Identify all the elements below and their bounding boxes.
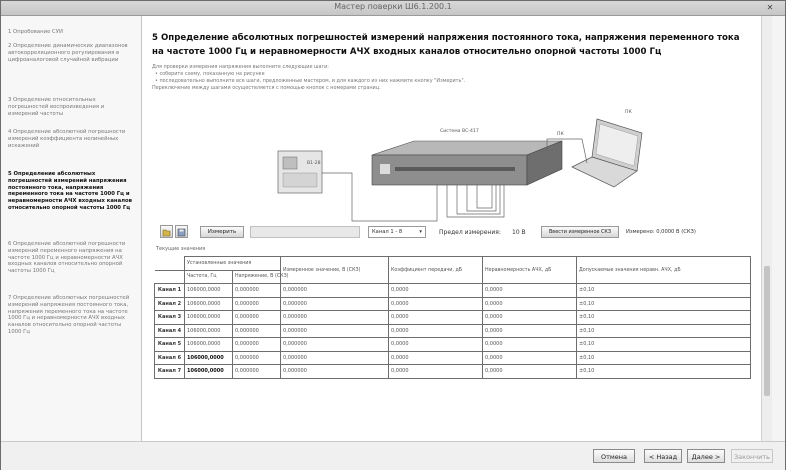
row-channel: Канал 5 [155,338,185,352]
cell-measured: 0,000000 [281,284,389,298]
steps-sidebar [1,16,142,441]
cell-measured: 0,000000 [281,338,389,352]
col-header-coefficient: Коэффициент передачи, дБ [389,257,483,284]
sidebar-item-step-3[interactable]: 3 Определение относительных погрешностей воспроизведения и измерений частоты [8,97,105,117]
cell-voltage: 0,000000 [233,351,281,365]
cell-unevenness: 0,0000 [483,351,577,365]
measurement-system-unit [372,141,562,185]
table-row[interactable] [155,324,751,338]
cell-measured: 0,000000 [281,324,389,338]
instructions-step-1: • соберите схему, показанную на рисунке [155,71,265,77]
table-row[interactable] [155,311,751,325]
sidebar-item-step-1[interactable]: 1 Опробование СУИ [8,29,63,35]
col-header-unevenness: Неравномерность АЧХ, дБ [483,257,577,284]
folder-icon [162,228,171,237]
wizard-footer [1,441,785,470]
cell-measured: 0,000000 [281,365,389,379]
cell-coefficient: 0,0000 [389,284,483,298]
table-row[interactable] [155,351,751,365]
scrollbar-thumb[interactable] [764,266,770,396]
save-file-button[interactable] [175,225,188,238]
cell-coefficient: 0,0000 [389,297,483,311]
cell-unevenness: 0,0000 [483,311,577,325]
vertical-scrollbar[interactable] [761,16,772,441]
col-header-measured: Измеренное значение, В (СКЗ) [281,257,389,284]
cell-voltage: 0,000000 [233,324,281,338]
chevron-down-icon: ▾ [419,229,422,235]
generator-label: В1-28 [307,161,321,166]
cell-allowed: ±0,10 [577,311,751,325]
sidebar-item-step-5[interactable]: 5 Определение абсолютных погрешностей измерений напряжения постоянного тока, напряжения переменного тока на частоте 1000 Гц и неравномерности АЧХ входных каналов относительно опорной частоты 1000 Гц [8,171,133,211]
instructions-intro: Для проверки измерения напряжения выполните следующие шаги: [152,64,329,70]
row-channel: Канал 4 [155,324,185,338]
channel-select[interactable] [368,226,426,238]
cell-coefficient: 0,0000 [389,324,483,338]
open-file-button[interactable] [160,225,173,238]
sidebar-item-step-4[interactable]: 4 Определение абсолютной погрешности измерений коэффициента нелинейных искажений [8,129,126,149]
cell-allowed: ±0,10 [577,365,751,379]
sidebar-item-step-6[interactable]: 6 Определение абсолютной погрешности измерений переменного напряжения на частоте 1000 Гц и неравномерности АЧХ входных каналов относительно опорной частоты 1000 Гц [8,241,126,275]
cell-allowed: ±0,10 [577,324,751,338]
table-header-row [155,257,751,271]
cell-voltage: 0,000000 [233,311,281,325]
measure-button[interactable]: Измерить [200,226,244,238]
sidebar-item-step-2[interactable]: 2 Определение динамических диапазонов автокорреляционного регулирования в цифроаналоговой случайной вибрации [8,43,128,63]
cell-voltage: 0,000000 [233,297,281,311]
cell-unevenness: 0,0000 [483,365,577,379]
channel-select-value: Канал 1 - 8 [372,229,403,235]
back-button[interactable]: < Назад [644,449,682,463]
pc-cable-label: ПК [557,132,564,137]
cell-coefficient: 0,0000 [389,365,483,379]
system-label: Система ВС-417 [440,129,479,134]
results-table [154,256,751,379]
table-corner-cell [155,257,185,271]
measurement-limit-value: 10 В [512,229,526,236]
table-row[interactable] [155,297,751,311]
cell-frequency: 106000,0000 [185,284,233,298]
cell-allowed: ±0,10 [577,338,751,352]
cell-frequency: 106000,0000 [185,311,233,325]
laptop-computer [572,119,642,187]
row-channel: Канал 3 [155,311,185,325]
cell-coefficient: 0,0000 [389,338,483,352]
table-row[interactable] [155,365,751,379]
row-channel: Канал 7 [155,365,185,379]
col-header-voltage: Напряжение, В (СКЗ) [233,270,281,284]
computer-label: ПК [625,110,632,115]
cell-allowed: ±0,10 [577,284,751,298]
cell-voltage: 0,000000 [233,365,281,379]
row-channel: Канал 1 [155,284,185,298]
table-caption: Текущие значения [156,246,206,252]
close-window-button[interactable]: ✕ [766,3,774,12]
cell-measured: 0,000000 [281,297,389,311]
instructions [152,64,465,92]
row-channel: Канал 2 [155,297,185,311]
measurement-limit-label: Предел измерения: [439,229,501,236]
page-title: 5 Определение абсолютных погрешностей измерений напряжения постоянного тока, напряжения переменного тока на частоте 1000 Гц и неравномерности АЧХ входных каналов относительно опорной частоты 1000 Гц [152,33,740,57]
cell-voltage: 0,000000 [233,338,281,352]
cell-allowed: ±0,10 [577,351,751,365]
cancel-button[interactable]: Отмена [593,449,635,463]
row-channel: Канал 6 [155,351,185,365]
cell-frequency: 106000,0000 [185,324,233,338]
cell-frequency: 106000,0000 [185,338,233,352]
cell-coefficient: 0,0000 [389,311,483,325]
cell-unevenness: 0,0000 [483,338,577,352]
sidebar-item-step-7[interactable]: 7 Определение абсолютных погрешностей измерений напряжения постоянного тока, напряжения переменного тока на частоте 1000 Гц и неравномерности АЧХ входных каналов относительно опорной частоты 1000 Гц [8,295,130,335]
col-header-set-values: Установленные значения [185,257,281,271]
cell-frequency: 106000,0000 [185,365,233,379]
progress-field [250,226,360,238]
cell-allowed: ±0,10 [577,297,751,311]
cell-unevenness: 0,0000 [483,297,577,311]
instructions-note: Переключение между шагами осуществляется с помощью кнопок с номерами страниц. [152,85,381,91]
cell-coefficient: 0,0000 [389,351,483,365]
cell-frequency: 106000,0000 [185,351,233,365]
cell-unevenness: 0,0000 [483,284,577,298]
step-content [142,16,761,441]
window-title: Мастер поверки Ш6.1.200.1 [334,2,452,11]
measured-value-readout: Измерено: 0,0000 В (СКЗ) [626,229,696,235]
enter-measured-rms-button[interactable]: Ввести измеренное СКЗ [541,226,619,238]
table-row[interactable] [155,338,751,352]
cell-measured: 0,000000 [281,351,389,365]
instructions-step-2: • последовательно выполните все шаги, предложенные мастером, и для каждого из них нажмите кнопку "Измерить". [155,78,466,84]
next-button[interactable]: Далее > [687,449,725,463]
col-header-frequency: Частота, Гц [185,270,233,284]
finish-button[interactable]: Закончить [731,449,773,463]
save-icon [177,228,186,237]
table-row[interactable] [155,284,751,298]
cell-frequency: 106000,0000 [185,297,233,311]
cell-measured: 0,000000 [281,311,389,325]
col-header-allowed: Допускаемые значения неравн. АЧХ, дБ [577,257,751,284]
cell-voltage: 0,000000 [233,284,281,298]
generator-device [278,151,322,193]
cell-unevenness: 0,0000 [483,324,577,338]
table-corner-cell [155,270,185,284]
title-bar [1,1,785,16]
